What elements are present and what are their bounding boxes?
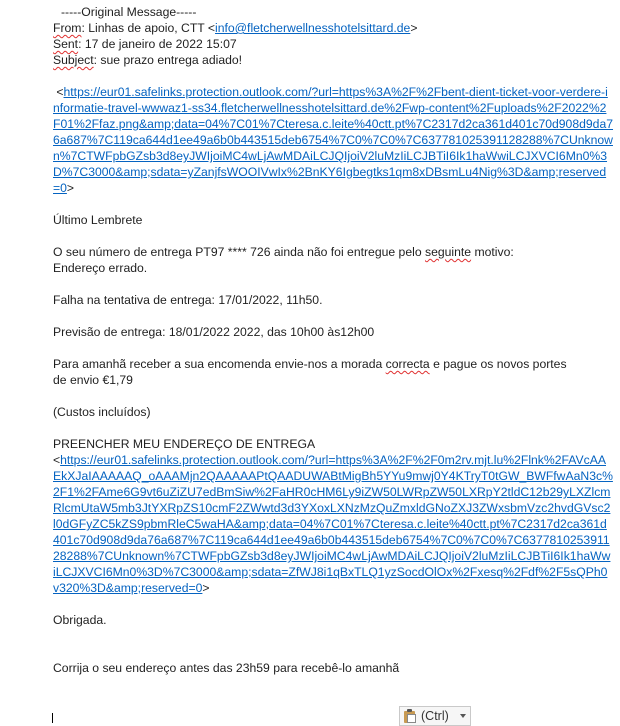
spacer <box>53 68 613 84</box>
instruction-line-2: de envio €1,79 <box>53 373 133 387</box>
spacer <box>53 308 613 324</box>
delivery-suffix: motivo: <box>471 245 514 259</box>
chevron-down-icon <box>460 714 466 718</box>
delivery-reason: Endereço errado. <box>53 261 148 275</box>
from-line <box>53 20 613 36</box>
sent-value: : 17 de janeiro de 2022 15:07 <box>78 37 237 51</box>
instruction-prefix: Para amanhã receber a sua encomenda envie-nos a morada <box>53 357 386 371</box>
spacer <box>53 196 613 212</box>
delivery-prefix: O seu número de entrega PT97 **** 726 ainda não foi entregue pelo <box>53 245 425 259</box>
closing-text: Corrija o seu endereço antes das 23h59 para recebê-lo amanhã <box>53 661 400 675</box>
instruction-line <box>53 356 613 372</box>
cta-link-block <box>53 452 613 596</box>
delivery-forecast: Previsão de entrega: 18/01/2022 2022, das 10h00 às12h00 <box>53 325 375 339</box>
delivery-line <box>53 244 613 260</box>
original-message-label: -----Original Message----- <box>61 5 197 19</box>
spacer <box>53 340 613 356</box>
instruction-suffix: e pague os novos portes <box>429 357 567 371</box>
clipboard-icon <box>403 709 418 723</box>
costs-note: (Custos incluídos) <box>53 405 151 419</box>
spacer <box>53 388 613 404</box>
delivery-squiggle: seguinte <box>424 245 472 259</box>
email-document <box>53 4 613 676</box>
thanks-text: Obrigada. <box>53 613 107 627</box>
from-email-link[interactable]: info@fletcherwellnesshotelsittard.de <box>215 21 411 35</box>
spacer <box>53 420 613 436</box>
spacer <box>53 276 613 292</box>
sent-label: Sent <box>53 37 79 51</box>
paste-options-label: (Ctrl) <box>421 709 449 723</box>
original-message-line <box>53 4 613 20</box>
spacer <box>53 596 613 612</box>
image-link-block <box>53 84 613 196</box>
reminder-text: Último Lembrete <box>53 213 143 227</box>
text-cursor <box>52 713 53 723</box>
sent-line <box>53 36 613 52</box>
cta-heading: PREENCHER MEU ENDEREÇO DE ENTREGA <box>53 437 316 451</box>
image-link-close: > <box>66 181 75 195</box>
cta-link-open: < <box>53 453 61 467</box>
failed-attempt: Falha na tentativa de entrega: 17/01/2022, 11h50. <box>53 293 323 307</box>
cta-safelink[interactable]: https://eur01.safelinks.protection.outlook.com/?url=https%3A%2F%2F0m2rv.mjt.lu%2Flnk%2FAVcAAEkXJaIAAAAAQ_oAAAMjn2QAAAAAPtQAADUWABtMigBh5YYu9mwj0Y4KTryT0tGW_BWFfwAaN3c%2F1%2FAme6G9vt6uZiZU7edBmSiw%2FaHR0cHM6Ly9iZW50LWRpZW50LXRpY2tldC12b29yLXZlcmRlcmUtaW5mb3JtYXRpZS10cmF2ZWwtd3d3YXoxLXNzMzQuZmxldGNoZXJ3ZWxsbmVzc2hvdGVsc2l0dGFyZC5kZS9pbmRleC5waHA&amp;data=04%7C01%7Cteresa.c.leite%40ctt.pt%7C2317d2ca361d401c70d908d9da76a687%7C119ca644d1ee49a6b0b443515deb6754%7C0%7C0%7C637781025391128288%7CUnknown%7CTWFpbGZsb3d8eyJWIjoiMC4wLjAwMDAiLCJQIjoiV2luMzIiLCJBTiI6Ik1haWwiLCJXVCI6Mn0%3D%7C3000&amp;sdata=ZfWJ8i1qBxTLQ1yzSocdOlOx%2Fxesq%2Fdf%2F5sQPh0v320%3D&amp;reserved=0 <box>53 453 613 595</box>
spacer <box>53 228 613 244</box>
paste-options-button[interactable] <box>399 706 471 726</box>
spacer <box>53 628 613 660</box>
from-label: From <box>53 21 82 35</box>
from-close: > <box>410 21 418 35</box>
instruction-squiggle: correcta <box>385 357 430 371</box>
image-link-open: < <box>53 85 64 99</box>
subject-label: Subject <box>53 53 94 67</box>
image-safelink[interactable]: https://eur01.safelinks.protection.outlook.com/?url=https%3A%2F%2Fbent-dient-ticket-voor-verdere-informatie-travel-wwwaz1-ss34.fletcherwellnesshotelsittard.de%2Fwp-content%2Fuploads%2F2022%2F01%2Ffaz.png&amp;data=04%7C01%7Cteresa.c.leite%40ctt.pt%7C2317d2ca361d401c70d908d9da76a687%7C119ca644d1ee49a6b0b443515deb6754%7C0%7C0%7C637781025391128288%7CUnknown%7CTWFpbGZsb3d8eyJWIjoiMC4wLjAwMDAiLCJQIjoiV2luMzIiLCJBTiI6Ik1haWwiLCJXVCI6Mn0%3D%7C3000&amp;sdata=yZanjfsWOOIVwIx%2BnKY6Igbegtks1qm8xDBsmLu4Nig%3D&amp;reserved=0 <box>53 85 614 195</box>
from-value: : Linhas de apoio, CTT < <box>81 21 216 35</box>
subject-line <box>53 52 613 68</box>
subject-value: : sue prazo entrega adiado! <box>93 53 243 67</box>
cta-link-close: > <box>202 581 210 595</box>
